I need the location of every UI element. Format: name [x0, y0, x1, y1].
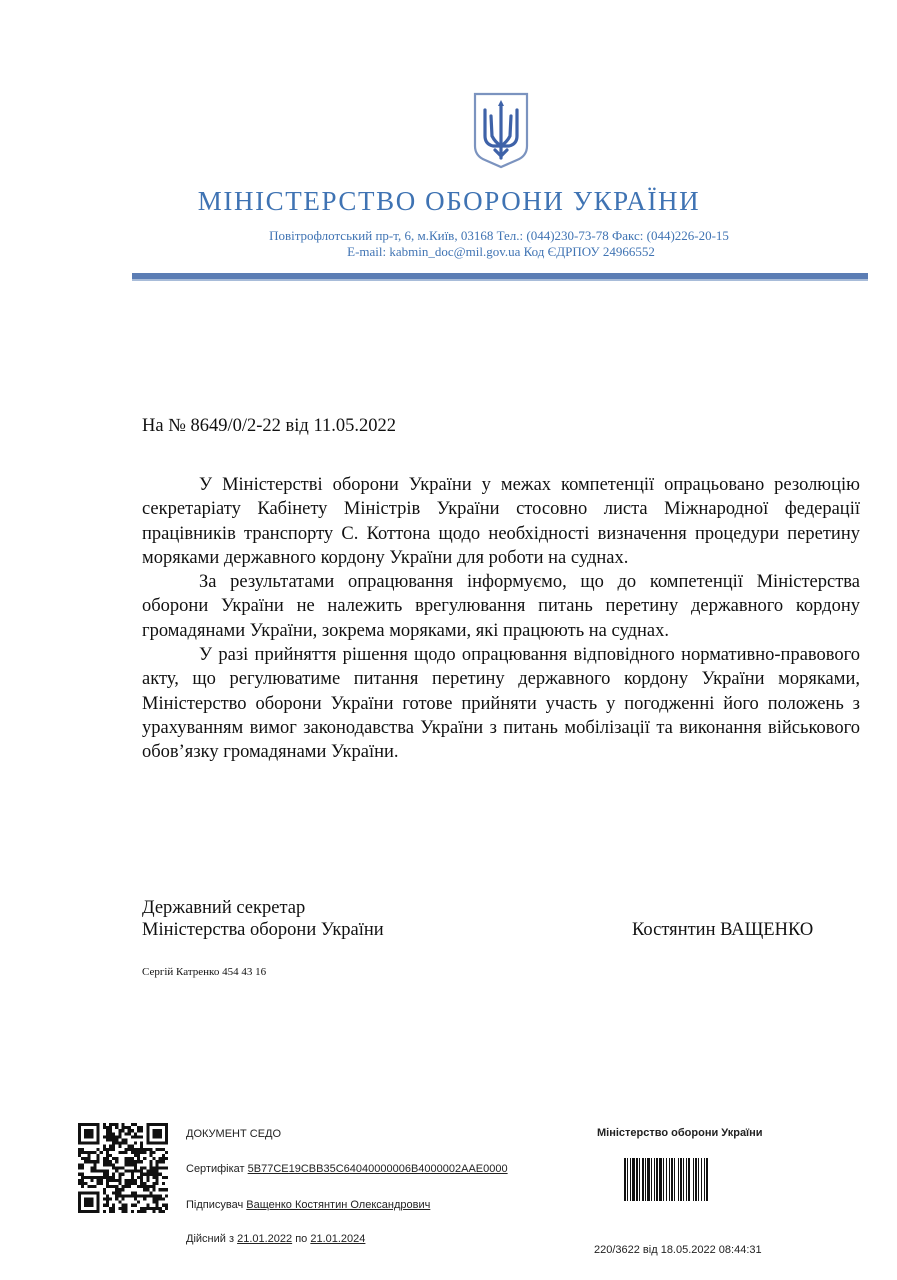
valid-from: 21.01.2022 — [237, 1233, 293, 1245]
signer-label: Підписувач — [186, 1199, 244, 1211]
contact-address-line: Повітрофлотський пр-т, 6, м.Київ, 03168 Тел.: (044)230-73-78 Факс: (044)226-20-15 — [269, 228, 729, 243]
valid-to: 21.01.2024 — [310, 1233, 366, 1245]
edms-stamp-title: ДОКУМЕНТ СЕДО — [186, 1128, 282, 1140]
contact-email-line: E-mail: kabmin_doc@mil.gov.ua Код ЄДРПОУ 24966552 — [347, 244, 655, 259]
executor-contact: Сергій Катренко 454 43 16 — [142, 966, 267, 978]
edms-signer — [186, 1199, 430, 1211]
edms-validity — [186, 1233, 365, 1245]
certificate-value: 5B77CE19CBB35C64040000006B4000002AAE0000 — [247, 1163, 508, 1175]
body-paragraph: У Міністерстві оборони України у межах компетенції опрацьовано резолюцію секретаріату Кабінету Міністрів України стосовно листа Міжнародної федерації працівників транспорту С. Коттона щодо необхідності визначення процедури перетину моряками державного кордону України для роботи на суднах. — [142, 475, 860, 568]
registration-number: 220/3622 від 18.05.2022 08:44:31 — [594, 1244, 762, 1256]
body-paragraph: За результатами опрацювання інформуємо, що до компетенції Міністерства оборони України не належить врегулювання питань перетину державного кордону громадянами України, зокрема моряками, які працюють на суднах. — [142, 572, 860, 641]
body-paragraph: У разі прийняття рішення щодо опрацювання відповідного нормативно-правового акту, що регулюватиме питання перетину державного кордону України моряками, Міністерство оборони України готове прийняти участь у погодженні його положень з урахуванням вимог законодавства України з питань мобілізації та виконання військового обов’язку громадянами України. — [142, 645, 860, 763]
signatory-title: Державний секретар — [142, 898, 306, 918]
letter-body — [142, 473, 860, 765]
header-divider-secondary — [132, 279, 868, 281]
valid-to-label: по — [295, 1233, 308, 1245]
barcode-icon — [624, 1158, 754, 1201]
signer-value: Ващенко Костянтин Олександрович — [246, 1199, 431, 1211]
edms-certificate — [186, 1163, 508, 1175]
ukraine-trident-emblem-icon — [471, 90, 531, 170]
registration-organization: Міністерство оборони України — [597, 1127, 763, 1139]
reference-number: На № 8649/0/2-22 від 11.05.2022 — [142, 416, 397, 436]
signatory-organization: Міністерства оборони України — [142, 920, 384, 940]
qr-code-icon — [78, 1123, 168, 1213]
valid-label: Дійсний з — [186, 1233, 235, 1245]
signatory-name: Костянтин ВАЩЕНКО — [632, 920, 814, 940]
ministry-title: МІНІСТЕРСТВО ОБОРОНИ УКРАЇНИ — [197, 186, 701, 216]
certificate-label: Сертифікат — [186, 1163, 245, 1175]
